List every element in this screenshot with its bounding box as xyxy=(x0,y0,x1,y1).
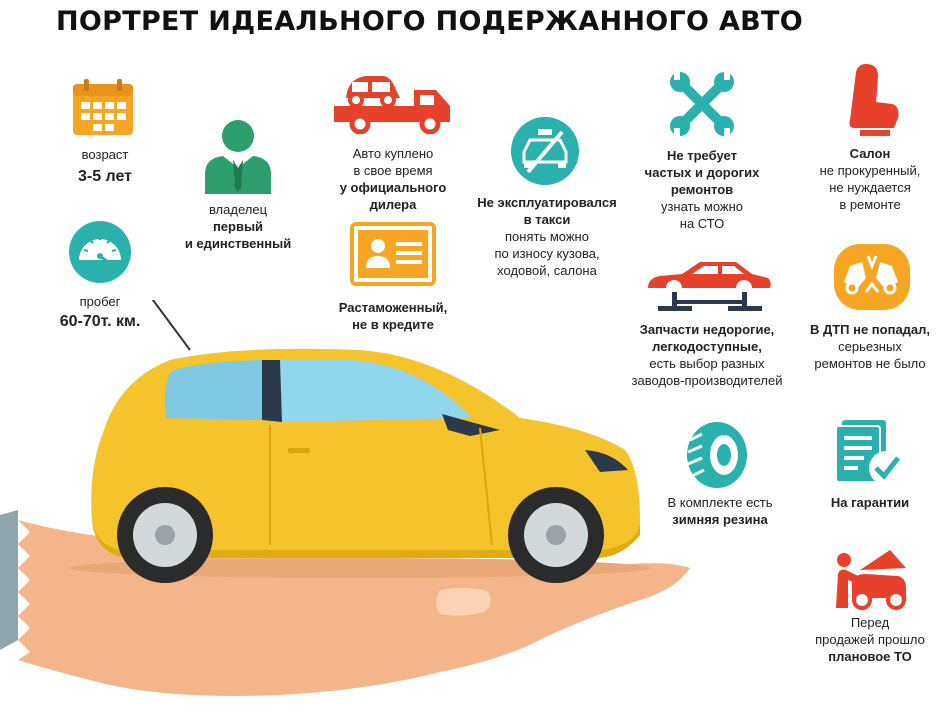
accident-line1: В ДТП не попадал, xyxy=(809,322,931,337)
dealer-line1: Авто куплено xyxy=(352,146,434,161)
taxi-line2: в такси xyxy=(523,212,571,227)
owner-value-line1: первый xyxy=(212,219,264,234)
repairs-line3: ремонтов xyxy=(670,182,734,197)
wrench-icon xyxy=(668,70,736,138)
interior-line2: не прокуренный, xyxy=(819,163,921,178)
no-taxi-icon xyxy=(510,116,580,186)
age-value: 3-5 лет xyxy=(77,168,133,185)
mechanic-icon xyxy=(832,548,908,612)
person-icon xyxy=(203,118,273,194)
speedometer-icon xyxy=(68,220,132,284)
tires-line2: зимняя резина xyxy=(672,512,768,527)
owner-label: владелец xyxy=(208,202,268,217)
repairs-line4: узнать можно xyxy=(660,199,744,214)
parts-line1: Запчасти недорогие, xyxy=(639,322,775,337)
crash-icon xyxy=(832,242,912,312)
repairs-line2: частых и дорогих xyxy=(644,165,760,180)
taxi-block xyxy=(472,194,622,279)
age-label: возраст xyxy=(81,147,129,162)
page-title: ПОРТРЕТ ИДЕАЛЬНОГО ПОДЕРЖАННОГО АВТО xyxy=(56,6,804,37)
age-block xyxy=(50,146,160,187)
warranty-block xyxy=(800,494,940,511)
service-block xyxy=(800,614,940,665)
warranty-line1: На гарантии xyxy=(830,495,910,510)
seat-icon xyxy=(844,62,902,138)
dealer-block xyxy=(328,145,458,213)
service-line3: плановое ТО xyxy=(828,649,912,664)
interior-line1: Салон xyxy=(849,146,891,161)
customs-line2: не в кредите xyxy=(352,317,434,332)
repairs-line1: Не требует xyxy=(667,148,737,163)
repairs-line5: на СТО xyxy=(679,216,725,231)
interior-block xyxy=(800,145,940,213)
tires-line1: В комплекте есть xyxy=(667,495,773,510)
owner-value-line2: и единственный xyxy=(184,236,292,251)
checklist-icon xyxy=(834,418,906,488)
accident-line2: серьезных xyxy=(838,339,902,354)
interior-line4: в ремонте xyxy=(839,197,901,212)
dealer-line3: у официального xyxy=(339,180,447,195)
service-line1: Перед xyxy=(850,615,890,630)
owner-block xyxy=(178,201,298,252)
taxi-line1: Не эксплуатировался xyxy=(477,195,617,210)
interior-line3: не нуждается xyxy=(829,180,911,195)
repairs-block xyxy=(632,147,772,232)
taxi-line4: по износу кузова, xyxy=(494,246,600,261)
accident-line3: ремонтов не было xyxy=(814,356,926,371)
mileage-value: 60-70т. км. xyxy=(59,313,141,330)
accident-block xyxy=(800,321,940,372)
parts-line2: легкодоступные, xyxy=(652,339,762,354)
taxi-line3: понять можно xyxy=(505,229,589,244)
id-card-icon xyxy=(350,222,436,286)
customs-line1: Растаможенный, xyxy=(338,300,448,315)
tow-truck-icon xyxy=(332,68,456,134)
dealer-line4: дилера xyxy=(369,197,417,212)
parts-line4: заводов-производителей xyxy=(631,373,783,388)
mileage-label: пробег xyxy=(79,294,121,309)
car-on-hand-illustration xyxy=(0,300,700,714)
calendar-icon xyxy=(72,78,134,136)
dealer-line2: в свое время xyxy=(353,163,433,178)
taxi-line5: ходовой, салона xyxy=(497,263,597,278)
service-line2: продажей прошло xyxy=(815,632,925,647)
parts-line3: есть выбор разных xyxy=(649,356,765,371)
